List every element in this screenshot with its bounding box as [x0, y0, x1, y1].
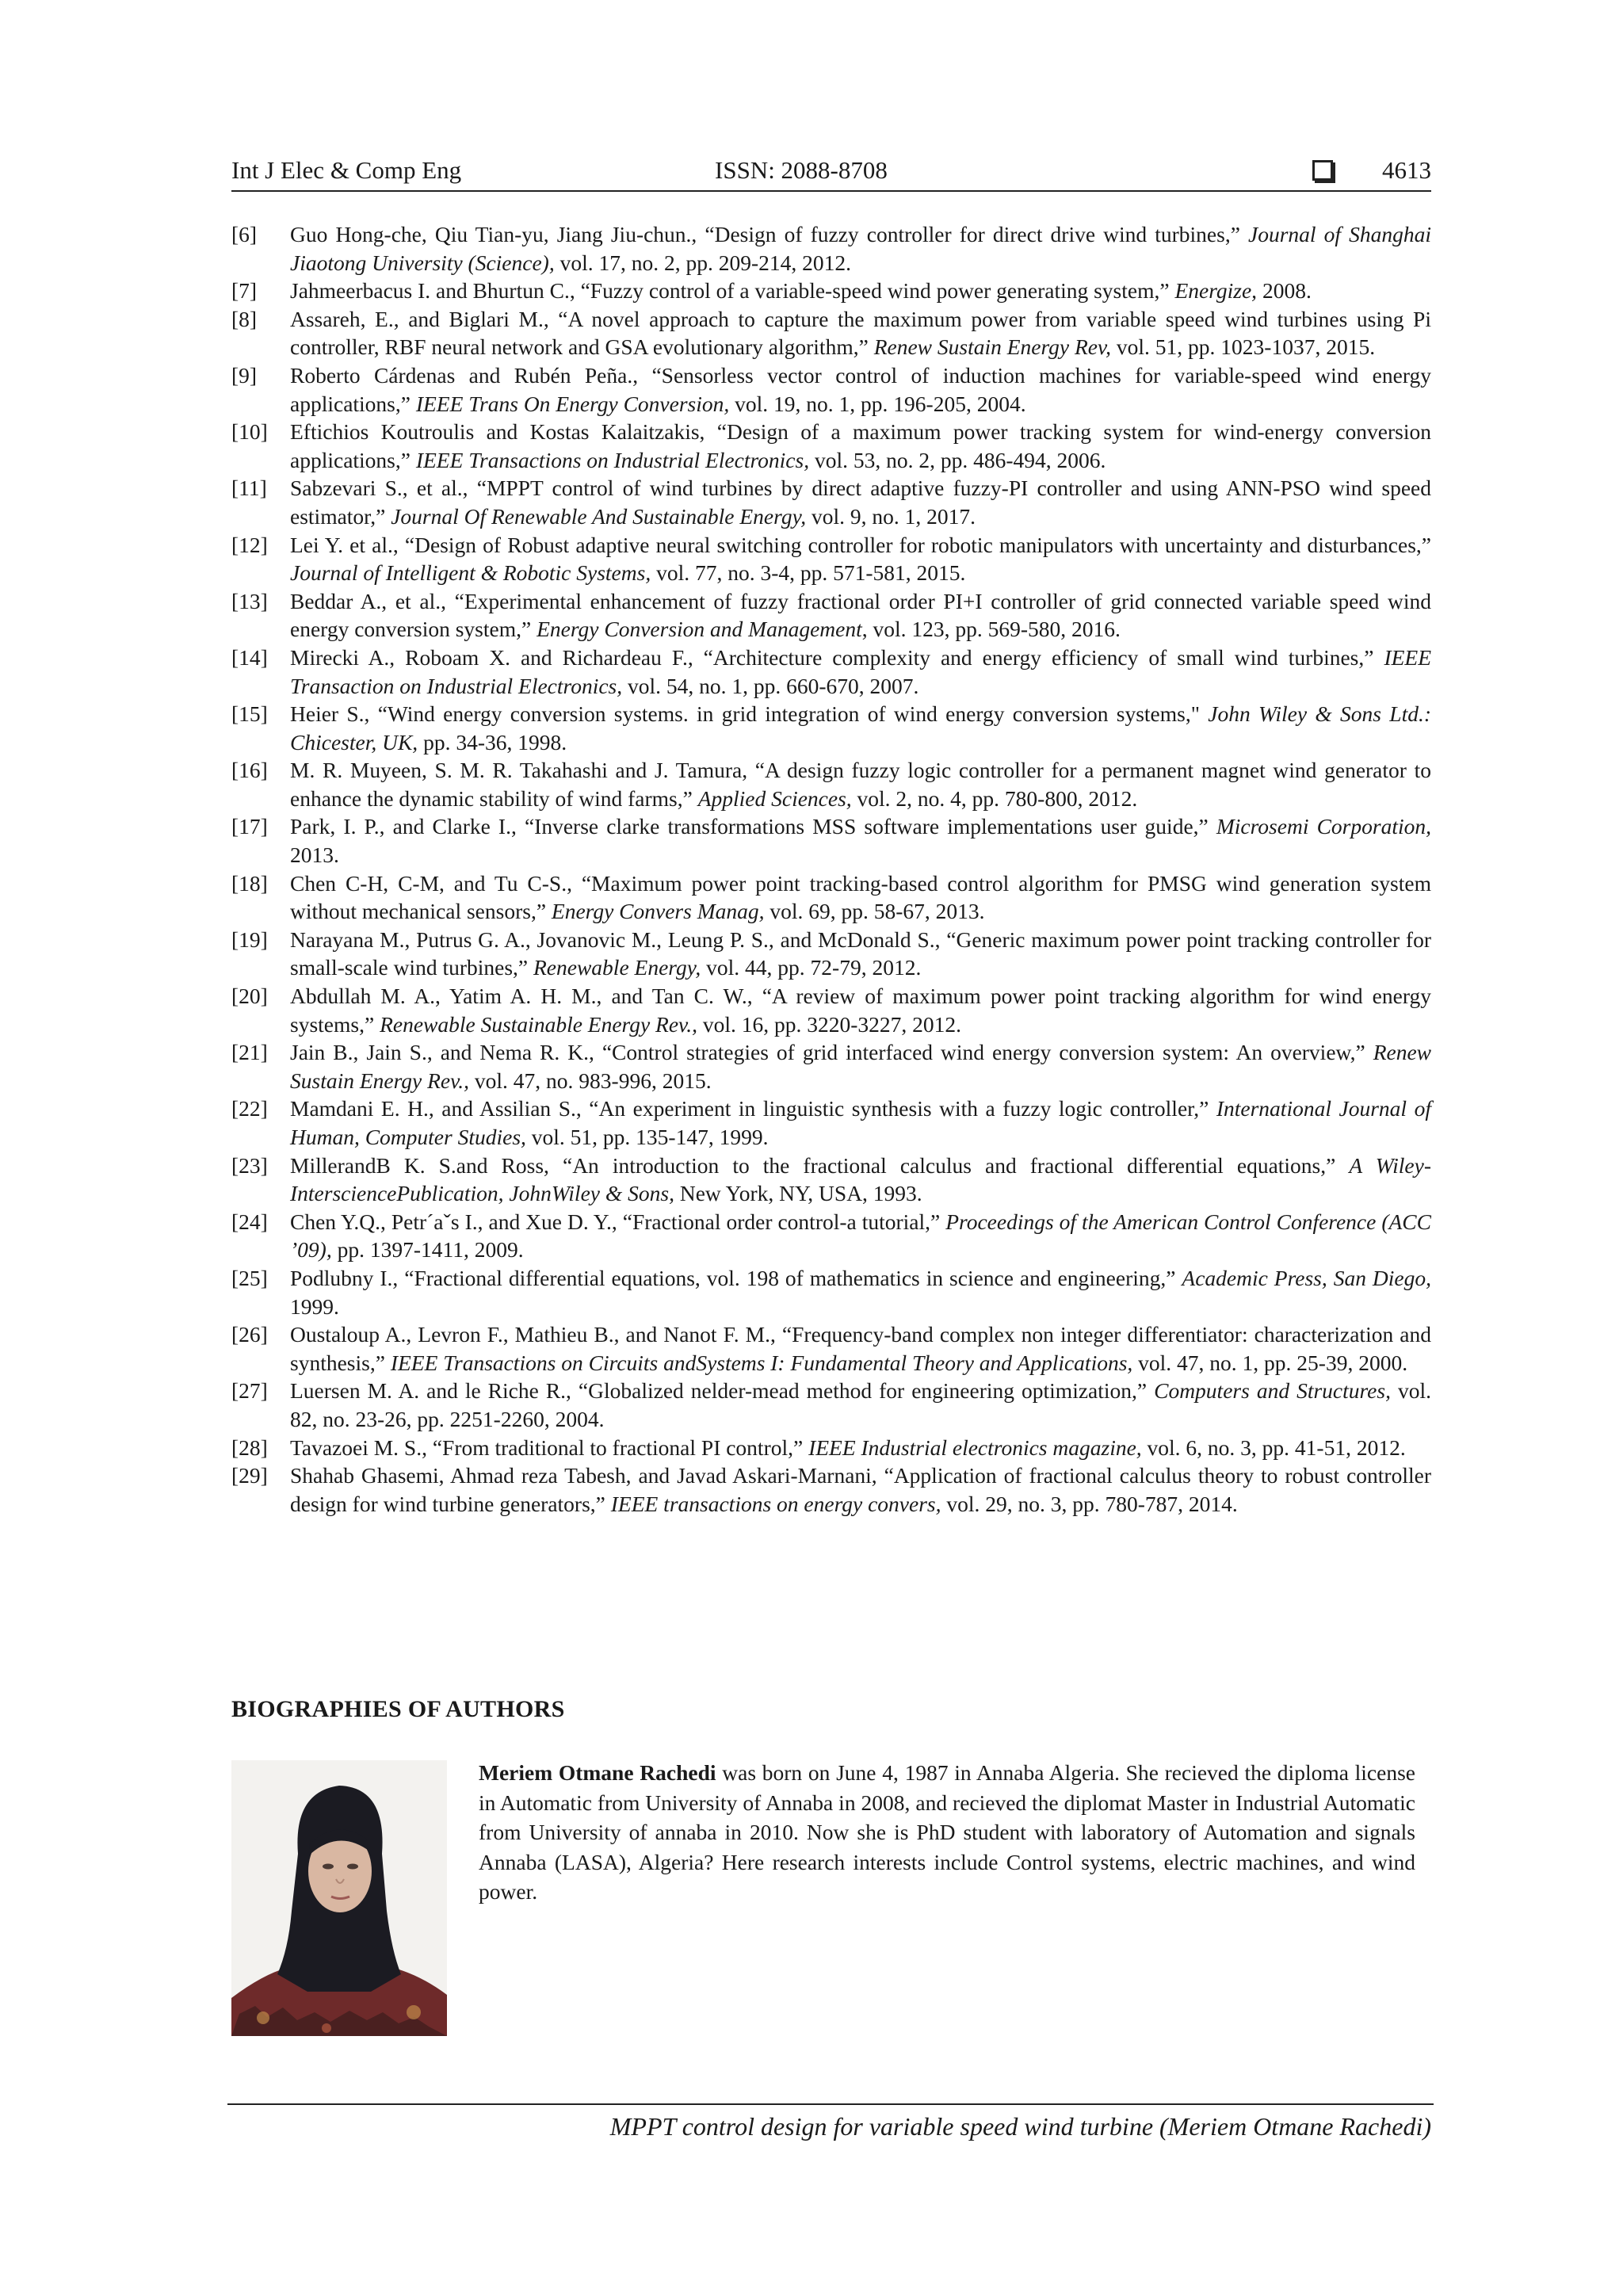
reference-details: 2013.	[290, 842, 339, 868]
reference-venue: Microsemi Corporation,	[1216, 814, 1431, 839]
reference-item	[231, 1377, 1431, 1433]
reference-item	[231, 982, 1431, 1038]
reference-venue: Energy Conversion and Management	[537, 617, 862, 642]
reference-authors-title: Sabzevari S., et al., “MPPT control of wind turbines by direct adaptive fuzzy-PI controller and using ANN-PSO wind speed estimator,”	[290, 476, 1431, 529]
reference-text	[290, 1461, 1431, 1518]
reference-authors-title: Beddar A., et al., “Experimental enhancement of fuzzy fractional order PI+I controller of grid connected variable speed wind energy conversion system,”	[290, 588, 1431, 642]
reference-authors-title: Abdullah M. A., Yatim A. H. M., and Tan C. W., “A review of maximum power point tracking algorithm for wind energy systems,”	[290, 984, 1431, 1037]
reference-details: New York, NY, USA, 1993.	[674, 1181, 922, 1206]
reference-text	[290, 756, 1431, 812]
reference-venue: International Journal of Human, Computer Studies,	[290, 1096, 1431, 1149]
reference-number: [18]	[231, 870, 268, 896]
reference-number: [11]	[231, 476, 267, 501]
reference-number: [28]	[231, 1435, 268, 1460]
reference-item	[231, 220, 1431, 277]
reference-text	[290, 361, 1431, 418]
reference-authors-title: Jahmeerbacus I. and Bhurtun C., “Fuzzy control of a variable-speed wind power generating system,”	[290, 278, 1175, 304]
reference-authors-title: Roberto Cárdenas and Rubén Peña., “Sensorless vector control of induction machines for variable-speed wind energy applications,”	[290, 362, 1431, 416]
reference-number: [17]	[231, 814, 268, 839]
reference-item	[231, 1320, 1431, 1377]
reference-details: vol. 9, no. 1, 2017.	[806, 503, 976, 529]
reference-venue: IEEE Transactions on Industrial Electronics,	[415, 447, 810, 472]
issn: ISSN: 2088-8708	[715, 156, 888, 184]
reference-number: [19]	[231, 926, 268, 952]
reference-authors-title: Mirecki A., Roboam X. and Richardeau F., “Architecture complexity and energy efficiency of small wind turbines,”	[290, 644, 1384, 670]
reference-number: [9]	[231, 362, 258, 388]
reference-item	[231, 1434, 1431, 1462]
reference-authors-title: Mamdani E. H., and Assilian S., “An experiment in linguistic synthesis with a fuzzy logic controller,”	[290, 1096, 1216, 1121]
reference-details: vol. 51, pp. 135-147, 1999.	[525, 1125, 769, 1149]
reference-authors-title: Eftichios Koutroulis and Kostas Kalaitzakis, “Design of a maximum power tracking system for wind-energy conversion applications,”	[290, 419, 1431, 472]
reference-number: [14]	[231, 644, 268, 670]
reference-authors-title: Park, I. P., and Clarke I., “Inverse clarke transformations MSS software implementations user guide,”	[290, 814, 1216, 839]
reference-venue: IEEE Transaction on Industrial Electronics,	[290, 644, 1431, 698]
reference-number: [7]	[231, 278, 258, 304]
reference-venue: Journal of Shanghai Jiaotong University (Science),	[290, 222, 1431, 275]
author-biography	[479, 1758, 1415, 1907]
reference-details: vol. 82, no. 23-26, pp. 2251-2260, 2004.	[290, 1378, 1432, 1431]
reference-text	[290, 1434, 1431, 1462]
reference-venue: John Wiley & Sons Ltd.: Chicester, UK,	[290, 701, 1431, 755]
reference-text	[290, 1320, 1431, 1377]
reference-item	[231, 926, 1431, 982]
reference-text	[290, 1208, 1431, 1264]
reference-number: [22]	[231, 1096, 268, 1121]
reference-text	[290, 220, 1431, 277]
reference-venue: Applied Sciences,	[697, 785, 852, 811]
reference-authors-title: MillerandB K. S.and Ross, “An introduction to the fractional calculus and fractional differential equations,”	[290, 1152, 1350, 1178]
reference-item	[231, 1461, 1431, 1518]
reference-number: [12]	[231, 532, 268, 557]
reference-text	[290, 418, 1431, 474]
reference-item	[231, 756, 1431, 812]
reference-number: [21]	[231, 1040, 268, 1065]
reference-details: vol. 51, pp. 1023-1037, 2015.	[1111, 334, 1376, 360]
reference-authors-title: Shahab Ghasemi, Ahmad reza Tabesh, and Javad Askari-Marnani, “Application of fractional calculus theory to robust controller design for wind turbine generators,”	[290, 1463, 1431, 1516]
reference-authors-title: Chen C-H, C-M, and Tu C-S., “Maximum power point tracking-based control algorithm for PMSG wind generation system without mechanical sensors,”	[290, 870, 1431, 924]
reference-number: [27]	[231, 1378, 268, 1404]
reference-venue: Journal Of Renewable And Sustainable Energy,	[391, 503, 807, 529]
reference-authors-title: M. R. Muyeen, S. M. R. Takahashi and J. Tamura, “A design fuzzy logic controller for a permanent magnet wind generator to enhance the dynamic stability of wind farms,”	[290, 758, 1431, 811]
reference-details: vol. 2, no. 4, pp. 780-800, 2012.	[851, 785, 1138, 811]
reference-item	[231, 1264, 1431, 1320]
page-header	[231, 155, 1431, 192]
reference-text	[290, 587, 1431, 644]
reference-details: vol. 47, no. 1, pp. 25-39, 2000.	[1132, 1350, 1408, 1375]
reference-text	[290, 926, 1431, 982]
reference-details: pp. 34-36, 1998.	[418, 729, 567, 755]
reference-venue: Renew Sustain Energy Rev,	[873, 334, 1112, 360]
reference-venue: Renewable Energy,	[533, 955, 701, 980]
reference-text	[290, 644, 1431, 700]
reference-authors-title: Podlubny I., “Fractional differential equations, vol. 198 of mathematics in science and engineering,”	[290, 1265, 1182, 1290]
reference-details: 1999.	[290, 1293, 339, 1319]
reference-details: vol. 17, no. 2, pp. 209-214, 2012.	[554, 250, 852, 275]
reference-number: [8]	[231, 306, 258, 331]
reference-details: vol. 54, no. 1, pp. 660-670, 2007.	[622, 673, 919, 698]
reference-authors-title: Heier S., “Wind energy conversion systems. in grid integration of wind energy conversion systems,"	[290, 701, 1209, 727]
reference-item	[231, 531, 1431, 587]
reference-item	[231, 1152, 1431, 1208]
reference-details: pp. 1397-1411, 2009.	[331, 1237, 524, 1263]
reference-number: [16]	[231, 758, 268, 783]
reference-text	[290, 1264, 1431, 1320]
reference-venue: IEEE Transactions on Circuits andSystems I: Fundamental Theory and Applications,	[390, 1350, 1133, 1375]
reference-text	[290, 1038, 1431, 1095]
reference-venue: Journal of Intelligent & Robotic Systems,	[290, 560, 651, 586]
reference-item	[231, 305, 1431, 361]
reference-text	[290, 869, 1431, 926]
reference-venue: A Wiley-IntersciencePublication, JohnWiley & Sons,	[290, 1152, 1432, 1206]
reference-authors-title: Tavazoei M. S., “From traditional to fractional PI control,”	[290, 1435, 809, 1460]
reference-text	[290, 1152, 1431, 1208]
reference-number: [23]	[231, 1152, 268, 1178]
reference-venue: IEEE Trans On Energy Conversion,	[415, 391, 730, 416]
reference-details: vol. 19, no. 1, pp. 196-205, 2004.	[729, 391, 1026, 416]
reference-item	[231, 277, 1431, 305]
reference-text	[290, 277, 1431, 305]
reference-item	[231, 1038, 1431, 1095]
reference-details: 2008.	[1257, 278, 1312, 304]
footer-rule	[227, 2103, 1434, 2105]
reference-number: [26]	[231, 1322, 268, 1347]
reference-authors-title: Jain B., Jain S., and Nema R. K., “Control strategies of grid interfaced wind energy conversion system: An overview,”	[290, 1040, 1373, 1065]
reference-venue: Computers and Structures,	[1154, 1378, 1391, 1404]
reference-item	[231, 587, 1431, 644]
reference-item	[231, 474, 1431, 530]
reference-authors-title: Narayana M., Putrus G. A., Jovanovic M., Leung P. S., and McDonald S., “Generic maximum power point tracking controller for small-scale wind turbines,”	[290, 926, 1431, 980]
reference-details: vol. 44, pp. 72-79, 2012.	[701, 955, 922, 980]
reference-details: vol. 47, no. 983-996, 2015.	[469, 1068, 712, 1093]
author-photo	[231, 1760, 447, 2036]
reference-item	[231, 1208, 1431, 1264]
page-footer: MPPT control design for variable speed wind turbine (Meriem Otmane Rachedi)	[609, 2112, 1431, 2141]
reference-item	[231, 1095, 1431, 1151]
reference-number: [25]	[231, 1265, 268, 1290]
reference-list	[231, 220, 1431, 1518]
reference-item	[231, 418, 1431, 474]
reference-venue: Proceedings of the American Control Conference (ACC ’09),	[290, 1209, 1431, 1263]
author-bio-text: was born on June 4, 1987 in Annaba Algeria. She recieved the diploma license in Automatic from University of Annaba in 2008, and recieved the diplomat Master in Industrial Automatic from University of annaba in 2010. Now she is PhD student with laboratory of Automation and signals Annaba (LASA), Algeria? Here research interests include Control systems, electric machines, and wind power.	[479, 1760, 1415, 1904]
reference-venue: IEEE transactions on energy convers,	[610, 1491, 941, 1516]
reference-item	[231, 361, 1431, 418]
reference-details: vol. 29, no. 3, pp. 780-787, 2014.	[941, 1491, 1238, 1516]
reference-authors-title: Assareh, E., and Biglari M., “A novel approach to capture the maximum power from variable speed wind turbines using Pi controller, RBF neural network and GSA evolutionary algorithm,”	[290, 306, 1431, 360]
reference-text	[290, 1377, 1431, 1433]
reference-authors-title: Chen Y.Q., Petr´aˇs I., and Xue D. Y., “Fractional order control-a tutorial,”	[290, 1209, 946, 1234]
reference-number: [20]	[231, 984, 268, 1009]
reference-venue: Renewable Sustainable Energy Rev.,	[380, 1011, 697, 1037]
reference-authors-title: Luersen M. A. and le Riche R., “Globalized nelder-mead method for engineering optimization,”	[290, 1378, 1155, 1404]
biographies-heading: BIOGRAPHIES OF AUTHORS	[231, 1696, 565, 1722]
reference-item	[231, 812, 1431, 869]
journal-name: Int J Elec & Comp Eng	[231, 156, 462, 184]
reference-number: [10]	[231, 419, 268, 445]
reference-text	[290, 700, 1431, 756]
reference-venue: Renew Sustain Energy Rev.,	[290, 1040, 1431, 1093]
reference-text	[290, 1095, 1431, 1151]
reference-text	[290, 982, 1431, 1038]
reference-venue: Energize,	[1174, 278, 1258, 304]
page-number: 4613	[1382, 156, 1431, 184]
reference-text	[290, 474, 1431, 530]
reference-details: , vol. 123, pp. 569-580, 2016.	[861, 617, 1121, 642]
reference-authors-title: Oustaloup A., Levron F., Mathieu B., and Nanot F. M., “Frequency-band complex non integer differentiator: characterization and synthesis,”	[290, 1322, 1431, 1375]
reference-text	[290, 812, 1431, 869]
reference-number: [15]	[231, 701, 268, 727]
reference-authors-title: Lei Y. et al., “Design of Robust adaptive neural switching controller for robotic manipulators with uncertainty and disturbances,”	[290, 532, 1431, 557]
reference-details: vol. 53, no. 2, pp. 486-494, 2006.	[809, 447, 1106, 472]
reference-text	[290, 305, 1431, 361]
reference-text	[290, 531, 1431, 587]
reference-details: vol. 77, no. 3-4, pp. 571-581, 2015.	[651, 560, 966, 586]
reference-venue: Academic Press, San Diego,	[1182, 1265, 1431, 1290]
reference-details: vol. 6, no. 3, pp. 41-51, 2012.	[1141, 1435, 1406, 1460]
reference-venue: Energy Convers Manag,	[551, 899, 765, 924]
reference-number: [24]	[231, 1209, 268, 1234]
author-name: Meriem Otmane Rachedi	[479, 1760, 716, 1785]
reference-details: vol. 16, pp. 3220-3227, 2012.	[697, 1011, 962, 1037]
reference-number: [13]	[231, 588, 268, 613]
square-bullet-icon	[1312, 160, 1333, 181]
reference-number: [29]	[231, 1463, 268, 1488]
reference-item	[231, 700, 1431, 756]
reference-number: [6]	[231, 222, 258, 246]
reference-details: vol. 69, pp. 58-67, 2013.	[764, 899, 985, 924]
reference-venue: IEEE Industrial electronics magazine,	[808, 1435, 1142, 1460]
reference-item	[231, 869, 1431, 926]
reference-authors-title: Guo Hong-che, Qiu Tian-yu, Jiang Jiu-chun., “Design of fuzzy controller for direct drive wind turbines,”	[290, 222, 1248, 246]
reference-item	[231, 644, 1431, 700]
